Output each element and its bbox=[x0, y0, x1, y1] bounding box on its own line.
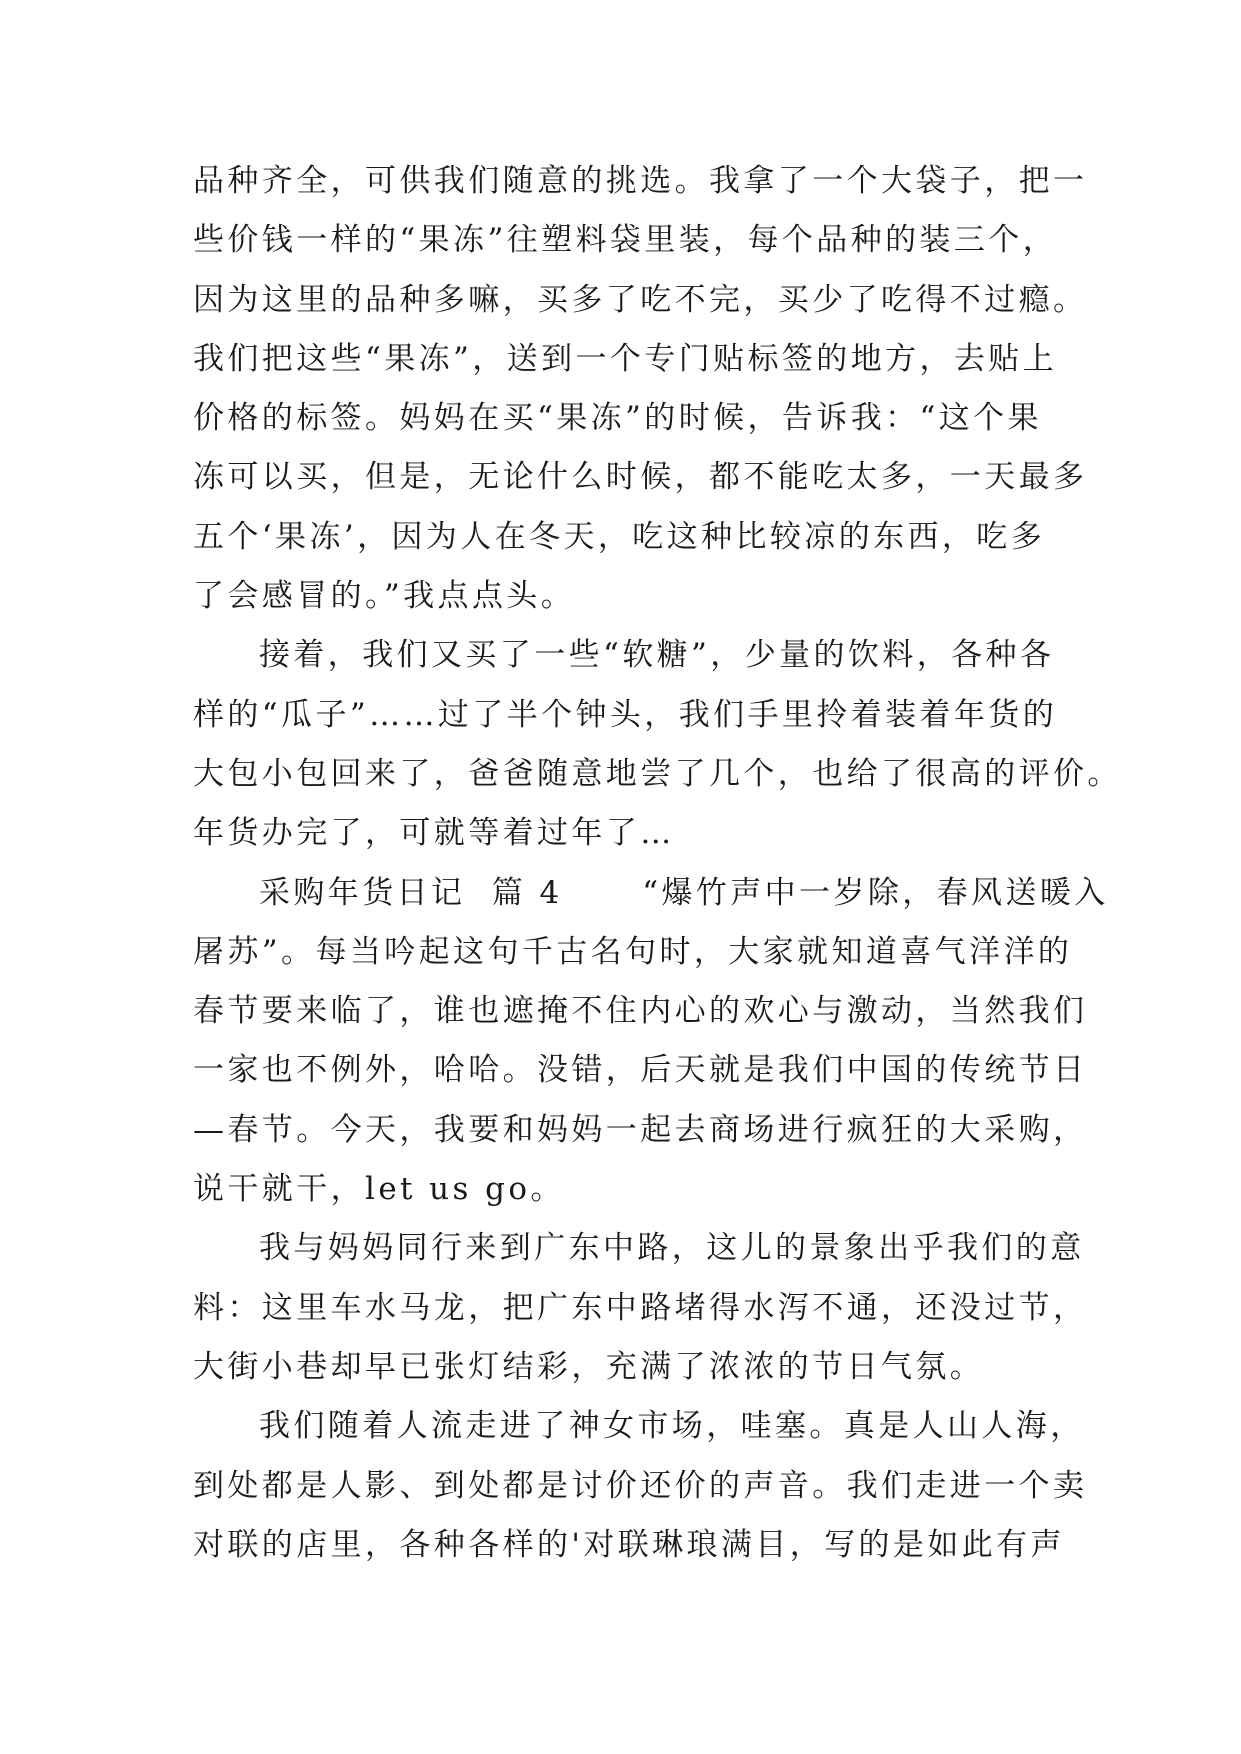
text-line: 接着，我们又买了一些“软糖”，少量的饮料，各种各 bbox=[259, 637, 1055, 674]
text-line: 说干就干，let us go。 bbox=[193, 1171, 565, 1208]
text-line: 我们随着人流走进了神女市场，哇塞。真是人山人海， bbox=[259, 1408, 1085, 1445]
section-heading-line: 采购年货日记 篇 4 “爆竹声中一岁除，春风送暖入 bbox=[259, 874, 1109, 911]
text-line: 我与妈妈同行来到广东中路，这儿的景象出乎我们的意 bbox=[259, 1230, 1085, 1267]
text-line: 年货办完了，可就等着过年了… bbox=[193, 815, 675, 852]
text-line: 春节要来临了，谁也遮掩不住内心的欢心与激动，当然我们 bbox=[193, 993, 1088, 1030]
text-line: 我们把这些“果冻”，送到一个专门贴标签的地方，去贴上 bbox=[193, 340, 1058, 377]
text-line: 五个‘果冻’，因为人在冬天，吃这种比较凉的东西，吃多 bbox=[193, 518, 1046, 555]
body-text bbox=[193, 152, 1122, 1575]
text-line: 冻可以买，但是，无论什么时候，都不能吃太多，一天最多 bbox=[193, 459, 1088, 496]
text-line: 到处都是人影、到处都是讨价还价的声音。我们走进一个卖 bbox=[193, 1467, 1088, 1504]
text-line: 些价钱一样的“果冻”往塑料袋里装，每个品种的装三个， bbox=[193, 222, 1058, 259]
text-line: 价格的标签。妈妈在买“果冻”的时候，告诉我：“这个果 bbox=[193, 400, 1042, 437]
text-line: 了会感冒的。”我点点头。 bbox=[193, 578, 576, 615]
text-line: 大包小包回来了，爸爸随意地尝了几个，也给了很高的评价。 bbox=[193, 755, 1122, 792]
text-line: 料：这里车水马龙，把广东中路堵得水泻不通，还没过节， bbox=[193, 1289, 1088, 1326]
text-line: 因为这里的品种多嘛，买多了吃不完，买少了吃得不过瘾。 bbox=[193, 281, 1088, 318]
text-line: 大街小巷却早已张灯结彩，充满了浓浓的节日气氛。 bbox=[193, 1348, 985, 1385]
text-line: —春节。今天，我要和妈妈一起去商场进行疯狂的大采购， bbox=[193, 1111, 1088, 1148]
text-line: 一家也不例外，哈哈。没错，后天就是我们中国的传统节日 bbox=[193, 1052, 1088, 1089]
text-line: 品种齐全，可供我们随意的挑选。我拿了一个大袋子，把一 bbox=[193, 163, 1088, 199]
text-line: 屠苏”。每当吟起这句千古名句时，大家就知道喜气洋洋的 bbox=[193, 933, 1073, 970]
text-line: 对联的店里，各种各样的'对联琳琅满目，写的是如此有声 bbox=[193, 1526, 1065, 1563]
text-line: 样的“瓜子”……过了半个钟头，我们手里拎着装着年货的 bbox=[193, 696, 1058, 733]
